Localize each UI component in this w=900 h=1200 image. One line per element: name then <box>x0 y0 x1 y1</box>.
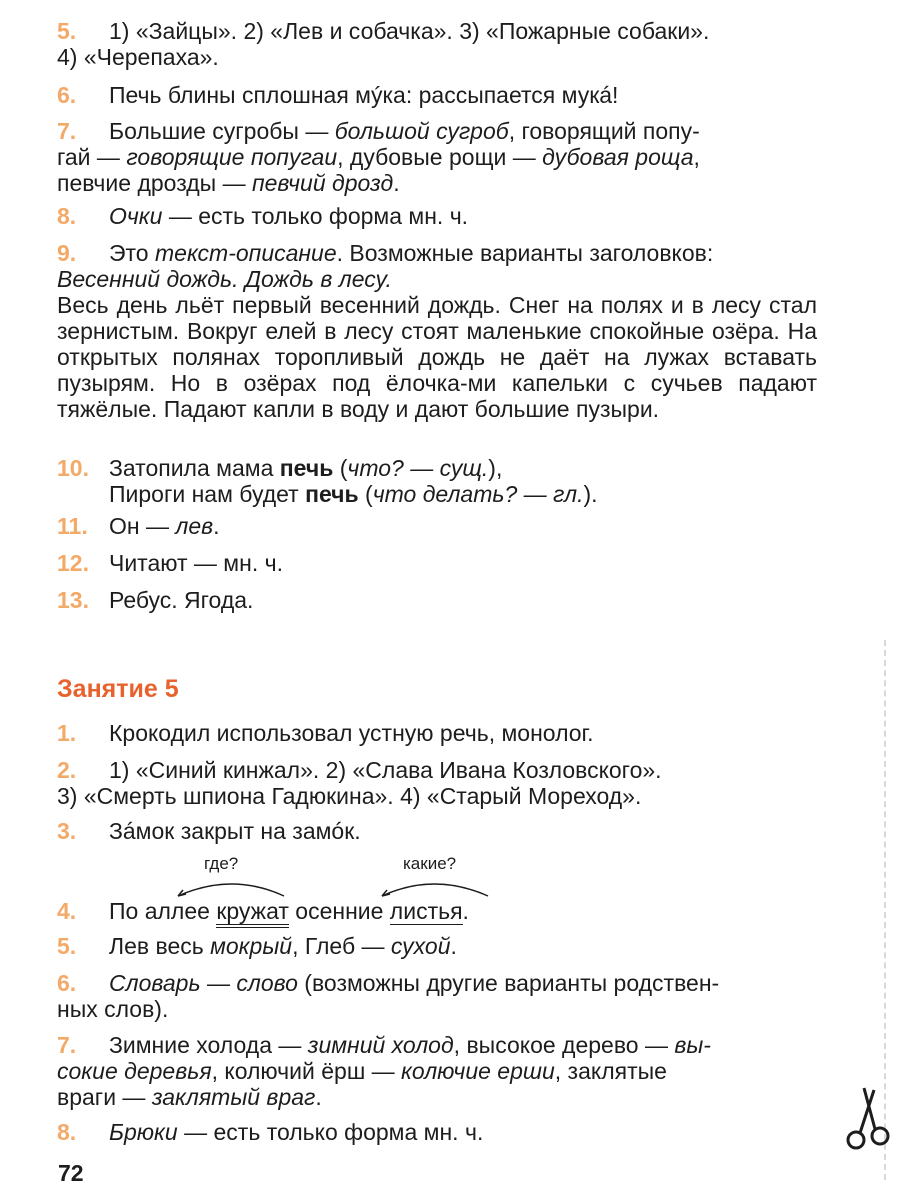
italic-run: Весенний дождь. Дождь в лесу. <box>57 266 392 292</box>
scissors-icon <box>840 1084 892 1156</box>
answer-number: 6. <box>57 970 77 996</box>
italic-run: Брюки <box>109 1119 178 1145</box>
bold-run: печь <box>305 481 359 507</box>
answer-number: 8. <box>57 1119 77 1145</box>
text-run: , колючий ёрш — <box>211 1058 402 1084</box>
italic-run: зимний холод <box>307 1032 454 1058</box>
text-run: , <box>693 144 700 170</box>
text-run: Лев весь <box>109 933 211 959</box>
text-run: Большие сугробы — <box>109 118 335 144</box>
text-run: осенние <box>288 898 390 924</box>
subject-underlined: листья <box>389 898 463 924</box>
text-run: Это <box>109 240 155 266</box>
italic-run: что? — сущ. <box>347 455 489 481</box>
page-number: 72 <box>58 1160 84 1186</box>
answer-number: 12. <box>57 550 89 576</box>
answer-text: 4) «Черепаха». <box>57 44 219 70</box>
text-run: . <box>393 170 400 196</box>
italic-run: Очки <box>109 203 163 229</box>
text-run: Затопила мама <box>109 455 280 481</box>
italic-run: слово <box>236 970 298 996</box>
answer-text: Зáмок закрыт на замóк. <box>109 818 361 844</box>
italic-run: лев <box>175 513 214 539</box>
text-run: . <box>315 1084 322 1110</box>
italic-run: текст-описание <box>155 240 337 266</box>
answer-number: 1. <box>57 720 77 746</box>
italic-run: что делать? — гл. <box>372 481 584 507</box>
answer-number: 5. <box>57 933 77 959</box>
text-run: . <box>450 933 457 959</box>
answer-text: 1) «Синий кинжал». 2) «Слава Ивана Козловского». <box>109 757 662 783</box>
text-run: ( <box>358 481 373 507</box>
answer-number: 6. <box>57 82 77 108</box>
answer-text <box>57 1119 817 1145</box>
answer-number: 3. <box>57 818 77 844</box>
answer-number: 7. <box>57 1032 77 1058</box>
answer-number: 10. <box>57 455 89 481</box>
italic-run: Словарь <box>109 970 201 996</box>
answer-number: 5. <box>57 18 77 44</box>
text-run: , говорящий попу- <box>508 118 700 144</box>
text-run: ( <box>333 455 348 481</box>
text-run: ных слов). <box>57 996 169 1022</box>
italic-run: колючие ерши <box>401 1058 555 1084</box>
answer-number: 4. <box>57 898 77 924</box>
answer-text: Ребус. Ягода. <box>109 587 254 613</box>
answer-text <box>57 898 817 924</box>
arrow-where <box>178 884 284 896</box>
text-run: ), <box>488 455 503 481</box>
text-run: — <box>200 970 237 996</box>
italic-run: заклятый враг <box>151 1084 316 1110</box>
text-run: . <box>213 513 220 539</box>
text-run: Зимние холода — <box>109 1032 308 1058</box>
answer-number: 13. <box>57 587 89 613</box>
question-label-which: какие? <box>403 854 457 873</box>
answer-paragraph: Весь день льёт первый весенний дождь. Снег на полях и в лесу стал зернистым. Вокруг елей в лесу стоят маленькие спокойные озёра. На открытых полянах торопливый дождь не даёт на лужах вставать пузырям. Но в озёрах под ёлочка-ми капельки с сучьев падают тяжёлые. Падают капли в воду и дают большие пузыри. <box>57 292 817 422</box>
italic-run: сокие деревья <box>57 1058 212 1084</box>
lesson5-answer-6 <box>57 970 817 1022</box>
text-run: — есть только форма мн. ч. <box>177 1119 484 1145</box>
answer-number: 9. <box>57 240 77 266</box>
text-run: певчие дрозды — <box>57 170 252 196</box>
predicate-underlined: кружат <box>216 898 289 928</box>
text-run: . <box>462 898 469 924</box>
answer-text: 3) «Смерть шпиона Гадюкина». 4) «Старый Мореход». <box>57 783 642 809</box>
lesson5-answer-8 <box>57 1119 817 1145</box>
text-run: гай — <box>57 144 127 170</box>
italic-run: дубовая роща <box>542 144 694 170</box>
text-run: , заклятые <box>554 1058 667 1084</box>
italic-run: вы- <box>674 1032 711 1058</box>
answer-number: 7. <box>57 118 77 144</box>
text-run: По аллее <box>109 898 217 924</box>
answer-number: 11. <box>57 513 88 539</box>
answer-text <box>57 933 817 959</box>
lesson5-answer-5 <box>57 933 817 959</box>
answer-number: 2. <box>57 757 77 783</box>
italic-run: большой сугроб <box>334 118 509 144</box>
italic-run: мокрый <box>210 933 293 959</box>
italic-run: сухой <box>390 933 451 959</box>
text-run: Он — <box>109 513 176 539</box>
text-run: . Возможные варианты заголовков: <box>336 240 714 266</box>
answer-number: 8. <box>57 203 77 229</box>
text-run: Пироги нам будет <box>109 481 306 507</box>
italic-run: говорящие попугаи <box>126 144 338 170</box>
text-run: , дубовые рощи — <box>337 144 543 170</box>
text-run: — есть только форма мн. ч. <box>162 203 469 229</box>
answer-text: 1) «Зайцы». 2) «Лев и собачка». 3) «Пожарные собаки». <box>109 18 710 44</box>
section-heading: Занятие 5 <box>57 675 179 703</box>
italic-run: певчий дрозд <box>251 170 394 196</box>
text-run: враги — <box>57 1084 152 1110</box>
text-run: , высокое дерево — <box>453 1032 675 1058</box>
arrow-which <box>382 884 488 896</box>
answer-text <box>57 1032 817 1110</box>
text-run: ). <box>583 481 598 507</box>
lesson5-answer-7 <box>57 1032 817 1110</box>
question-label-where: где? <box>204 854 239 873</box>
bold-run: печь <box>279 455 334 481</box>
text-run: , Глеб — <box>292 933 391 959</box>
lesson5-answer-4 <box>57 898 817 924</box>
answer-text: Печь блины сплошная мýка: рассыпается мукá! <box>109 82 619 108</box>
answer-text: Крокодил использовал устную речь, монолог. <box>109 720 594 746</box>
answer-text: Читают — мн. ч. <box>109 550 283 576</box>
text-run: (возможны другие варианты родствен- <box>297 970 720 996</box>
answer-text <box>57 970 817 1022</box>
